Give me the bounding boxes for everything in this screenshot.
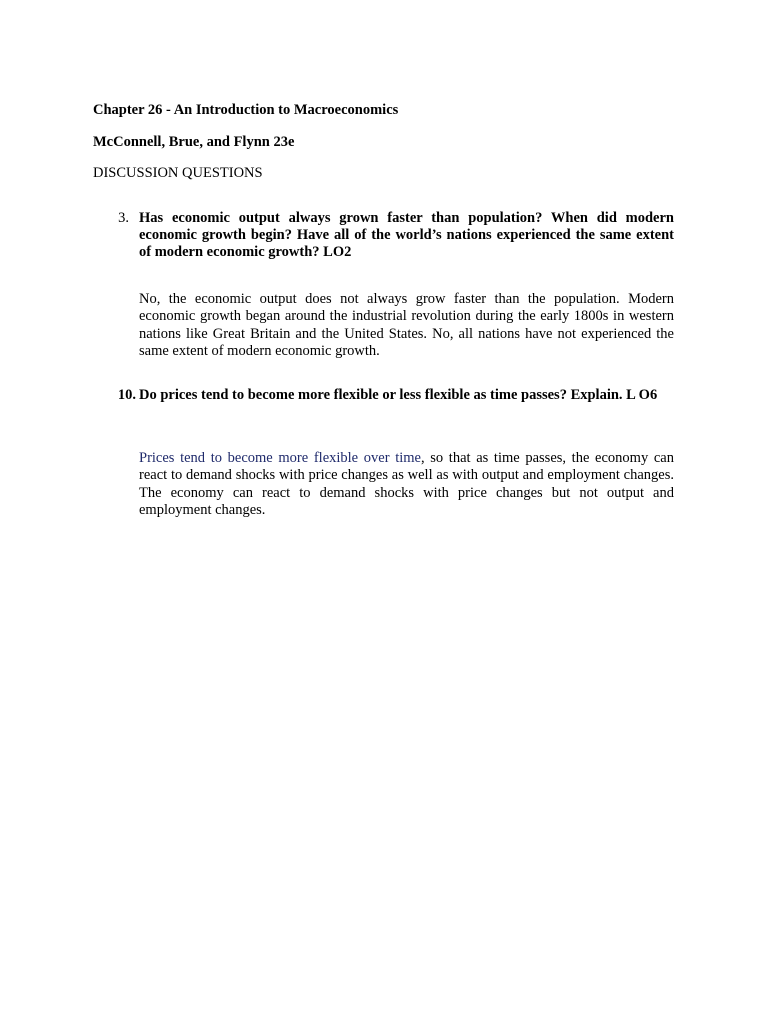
answer-paragraph	[139, 450, 674, 519]
authors-line: McConnell, Brue, and Flynn 23e	[93, 134, 295, 150]
answer-paragraph	[139, 291, 674, 360]
question-number: 3.	[118, 210, 129, 226]
chapter-title: Chapter 26 - An Introduction to Macroeconomics	[93, 102, 399, 118]
question-text: Do prices tend to become more flexible or less flexible as time passes? Explain. L O6	[139, 387, 658, 403]
answer-text: No, the economic output does not always grow faster than the population. Modern economic growth began around the industrial revolution during the early 1800s in western nations like Great Britain and the United States. No, all nations have not experienced the same extent of modern economic growth.	[139, 291, 674, 359]
question-text: Has economic output always grown faster than population? When did modern economic growth begin? Have all of the world’s nations experienced the same extent of modern economic growth? LO2	[139, 210, 674, 260]
answer-text: , so that as time passes, the economy can react to demand shocks with price changes as well as with output and employment changes. The economy can react to demand shocks with price changes but not output and employment changes.	[139, 450, 674, 518]
section-heading: DISCUSSION QUESTIONS	[93, 165, 263, 181]
answer-highlight: Prices tend to become more flexible over time	[139, 450, 421, 466]
question-number: 10.	[117, 387, 136, 403]
